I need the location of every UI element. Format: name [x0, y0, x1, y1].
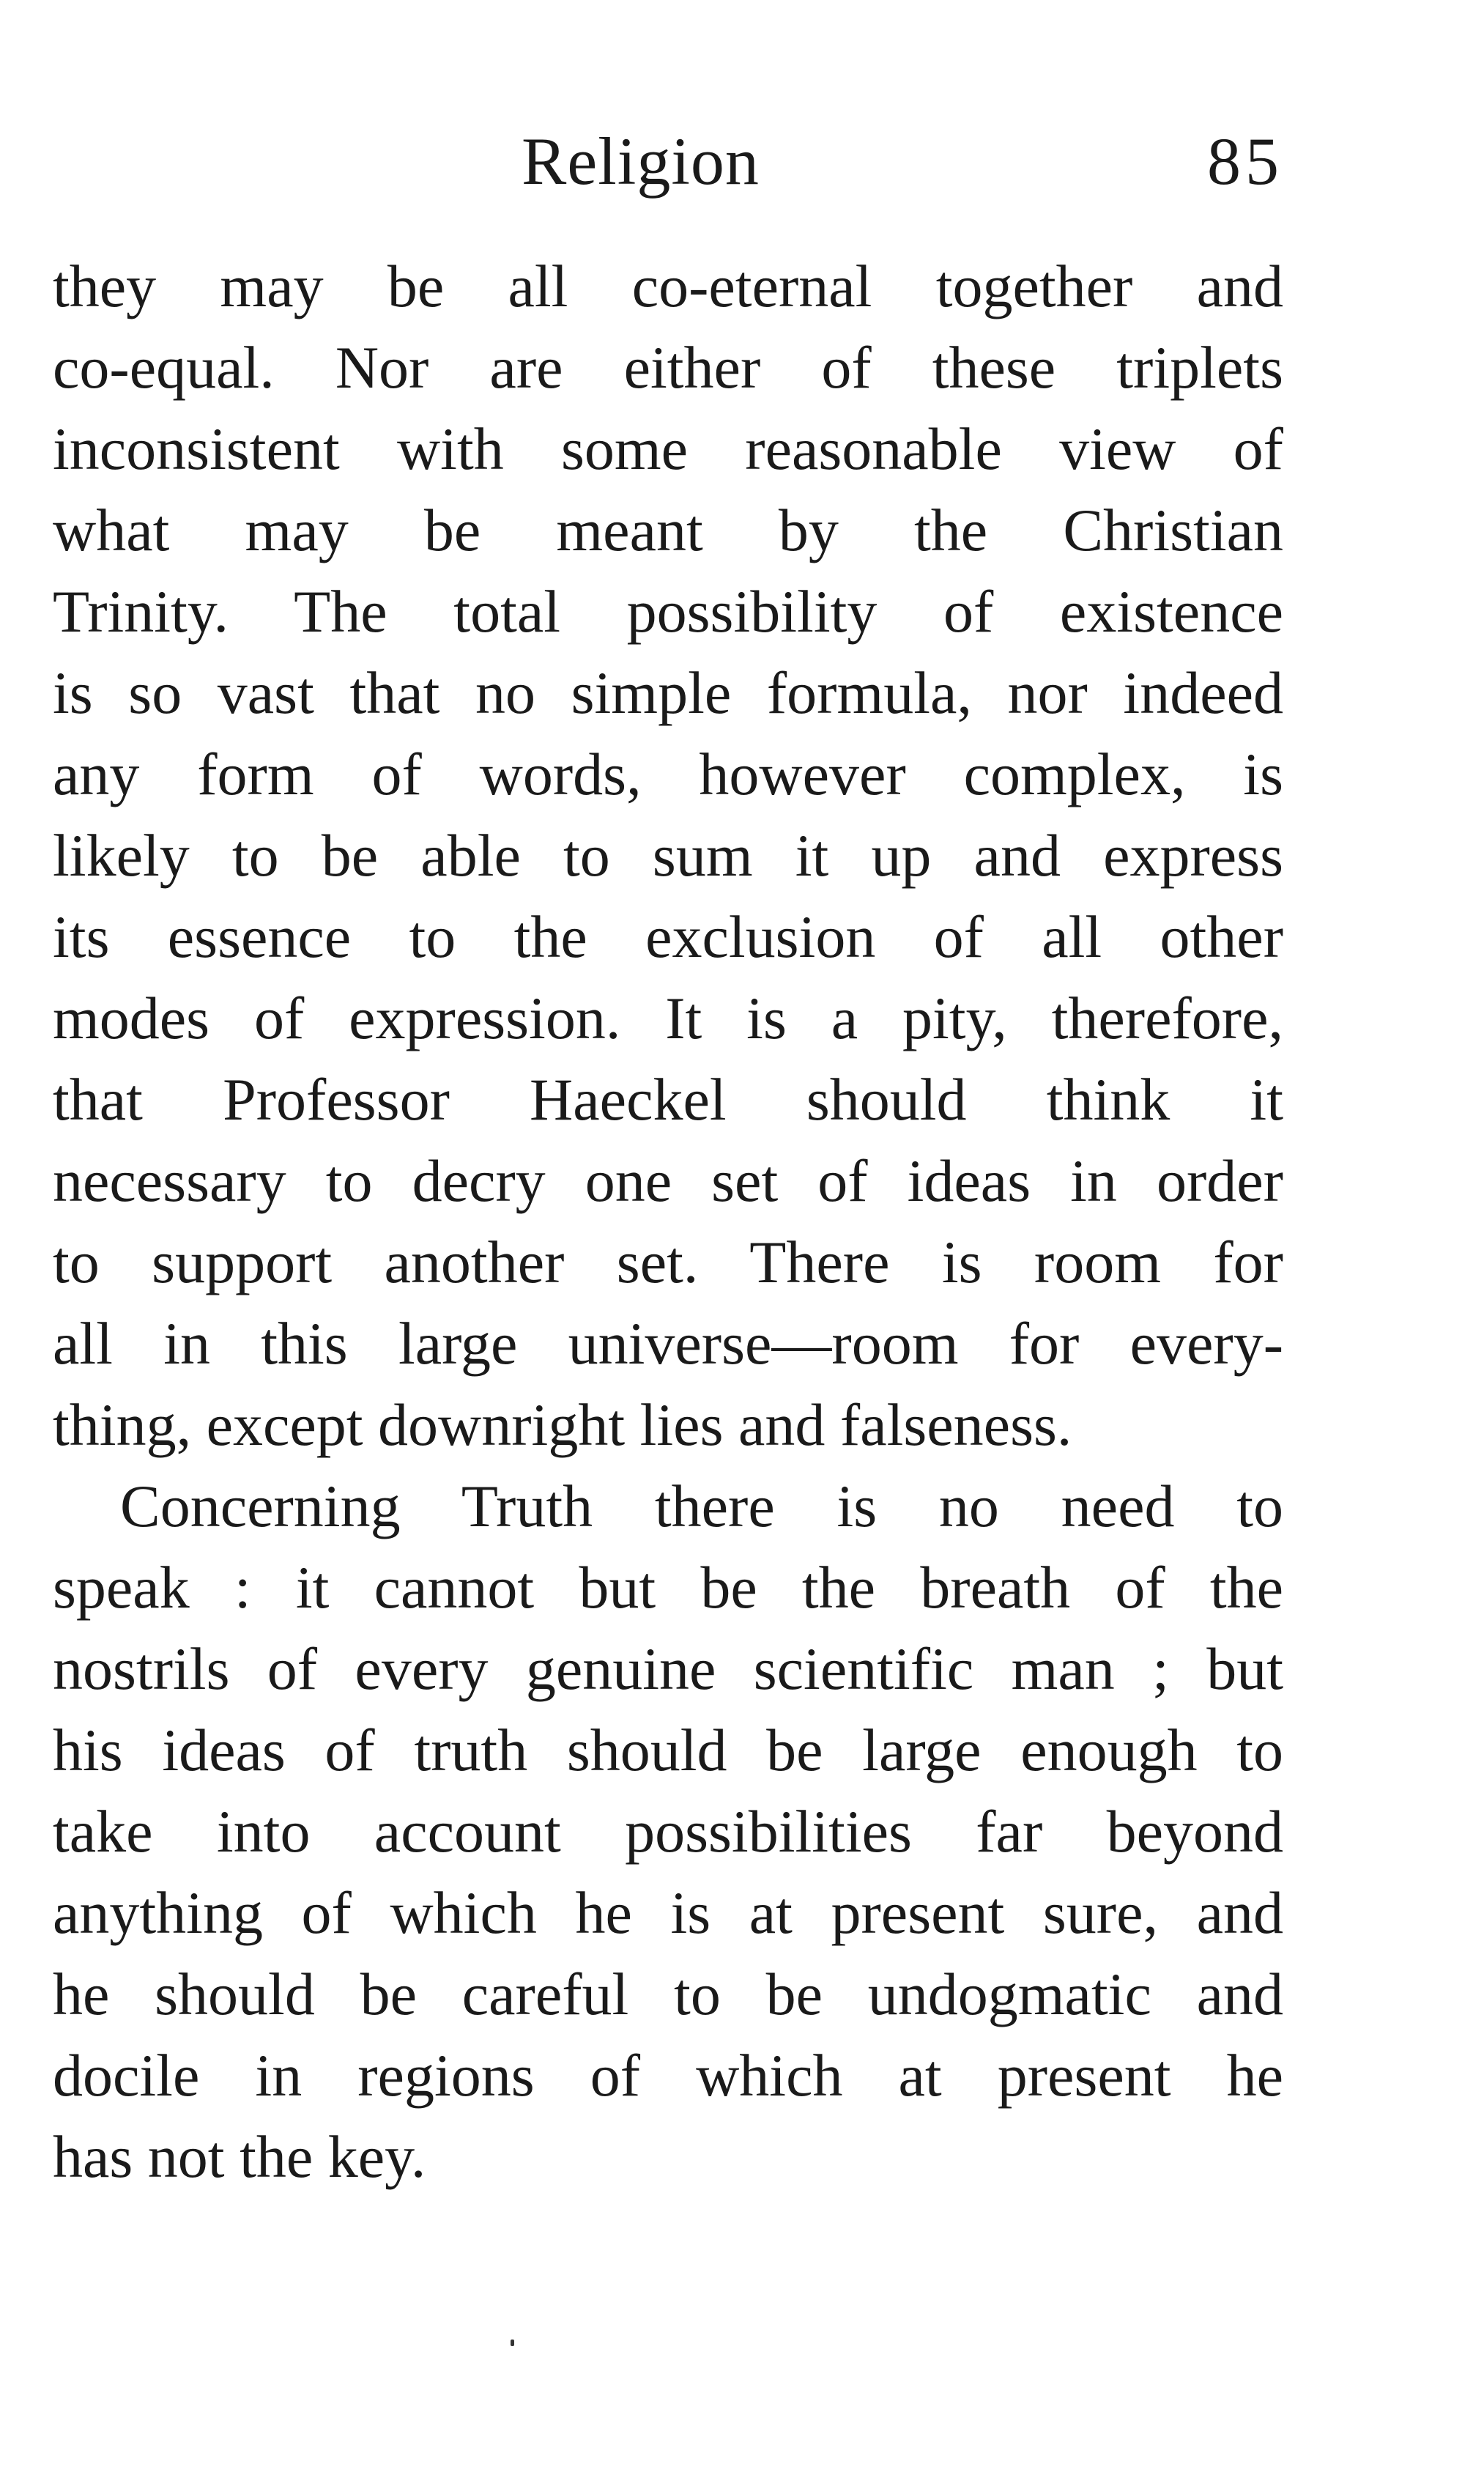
text-line: modes of expression. It is a pity, therefore,: [53, 985, 1283, 1051]
ink-speck: [511, 2340, 514, 2346]
text-line: nostrils of every genuine scientific man ; but: [53, 1635, 1283, 1702]
running-head: [53, 117, 1283, 205]
text-line: Trinity. The total possibility of existence: [53, 578, 1283, 645]
text-line: inconsistent with some reasonable view of: [53, 415, 1283, 482]
page-number: 85: [1207, 124, 1283, 199]
text-line: is so vast that no simple formula, nor indeed: [53, 659, 1283, 726]
text-line: what may be meant by the Christian: [53, 497, 1283, 563]
text-line: anything of which he is at present sure, and: [53, 1879, 1283, 1946]
text-line: docile in regions of which at present he: [53, 2042, 1283, 2109]
running-title: Religion: [522, 124, 760, 199]
text-line: thing, except downright lies and falseness.: [53, 1391, 1072, 1458]
text-line: he should be careful to be undogmatic and: [53, 1961, 1283, 2027]
text-line: co-equal. Nor are either of these triplets: [53, 334, 1283, 401]
text-line: its essence to the exclusion of all other: [53, 903, 1283, 970]
text-line: any form of words, however complex, is: [53, 741, 1283, 807]
text-line: that Professor Haeckel should think it: [53, 1066, 1283, 1133]
text-line: take into account possibilities far beyond: [53, 1798, 1283, 1865]
text-line: all in this large universe—room for every-: [53, 1310, 1283, 1377]
text-line: has not the key.: [53, 2123, 426, 2190]
text-line: to support another set. There is room for: [53, 1229, 1283, 1295]
paragraph-2: [53, 1465, 1283, 2197]
text-line: Concerning Truth there is no need to: [120, 1473, 1283, 1539]
text-line: likely to be able to sum it up and express: [53, 822, 1283, 889]
text-line: his ideas of truth should be large enough to: [53, 1717, 1283, 1783]
text-line: they may be all co-eternal together and: [53, 253, 1283, 319]
text-line: speak : it cannot but be the breath of the: [53, 1554, 1283, 1621]
text-line: necessary to decry one set of ideas in order: [53, 1147, 1283, 1214]
body-text: [53, 245, 1283, 2197]
paragraph-1: [53, 245, 1283, 1465]
